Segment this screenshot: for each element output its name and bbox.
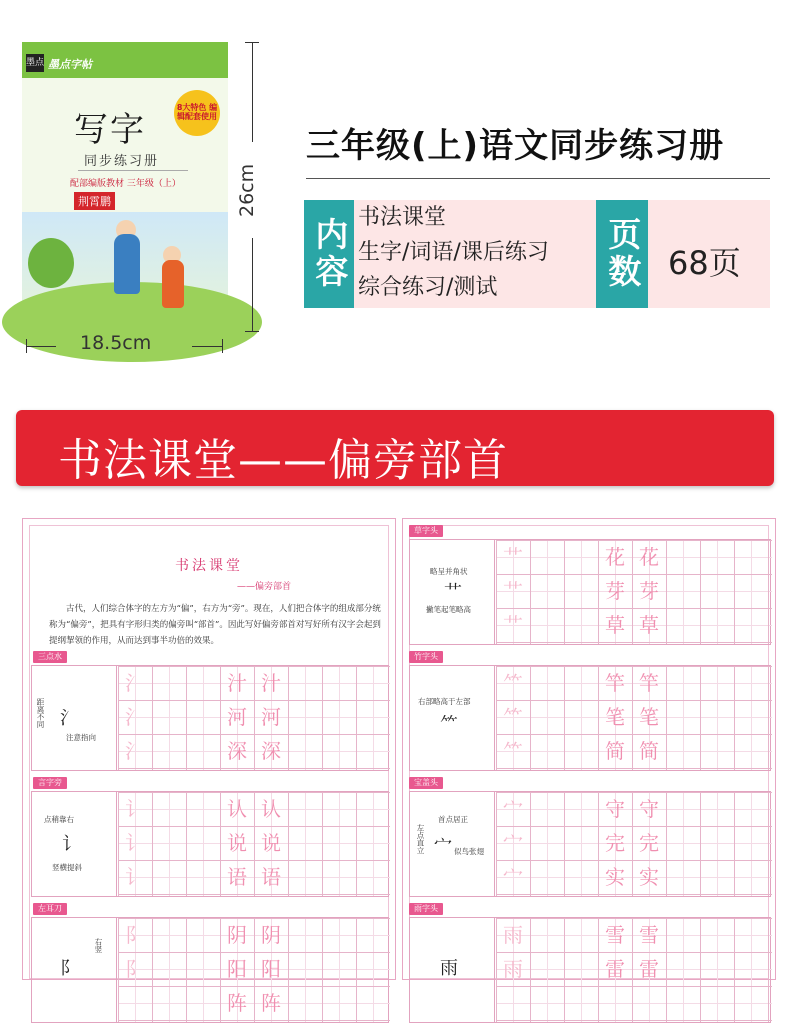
model-char: 草 <box>605 613 625 637</box>
lesson-intro: 古代，人们综合体字的左方为“偏”，右方为“旁”。现在，人们把合体字的组成部分统称为“偏旁”，把具有字形归类的偏旁叫“部首”。因此写好偏旁部首对写好所有汉字会起到提纲挈领的作用，从而达到事半功倍的效果。 <box>49 604 381 646</box>
title-divider <box>306 178 770 179</box>
radical-tag: 宝盖头 <box>409 777 443 789</box>
radical-glyph: 阝 <box>60 958 78 979</box>
model-char: 完 <box>605 831 625 855</box>
hint-cell <box>410 918 495 1022</box>
section-banner-title: 书法课堂——偏旁部首 <box>58 435 508 486</box>
height-line-bottom <box>252 238 253 332</box>
practice-section <box>409 917 771 1023</box>
writing-grid <box>118 792 390 896</box>
trace-char: 艹 <box>503 613 523 637</box>
radical-glyph: ⺮ <box>440 714 458 735</box>
model-char: 雷 <box>605 957 625 981</box>
book-title: 三年级(上)语文同步练习册 <box>306 126 725 166</box>
hint-cell <box>410 666 495 770</box>
model-char: 芽 <box>605 579 625 603</box>
model-char: 阳 <box>227 957 247 981</box>
hint-cell <box>410 540 495 644</box>
trace-char: ⺮ <box>503 705 523 729</box>
radical-tag: 三点水 <box>33 651 67 663</box>
hint-cell <box>410 792 495 896</box>
hint-cell <box>32 918 117 1022</box>
contents-item: 生字/词语/课后练习 <box>358 240 549 265</box>
model-char: 认 <box>227 797 247 821</box>
pages-label <box>596 200 648 308</box>
hint-text: 右部略高于左部 <box>418 697 471 706</box>
feature-badge: 8大特色 编辑配套使用 <box>174 90 220 136</box>
hint-text: 撇笔起笔略高 <box>426 605 471 614</box>
trace-char: 讠 <box>125 865 145 889</box>
model-char: 阵 <box>227 991 247 1015</box>
cover-subtitle: 同步练习册 <box>84 154 160 169</box>
practice-section <box>409 791 771 897</box>
contents-item: 书法课堂 <box>358 205 447 230</box>
hint-text: 点稍靠右 <box>44 815 74 824</box>
model-char: 说 <box>227 831 247 855</box>
trace-char: 宀 <box>503 831 523 855</box>
writing-grid <box>118 666 390 770</box>
cover-child <box>162 260 184 308</box>
model-char: 竿 <box>639 671 659 695</box>
hint-cell <box>32 666 117 770</box>
writing-grid <box>496 540 772 644</box>
model-char: 河 <box>227 705 247 729</box>
trace-char: 氵 <box>125 671 145 695</box>
model-char: 说 <box>261 831 281 855</box>
writing-grid <box>496 792 772 896</box>
model-char: 认 <box>261 797 281 821</box>
model-char: 雪 <box>605 923 625 947</box>
writing-grid <box>496 918 772 1022</box>
pages-label-text: 页数 <box>603 217 643 291</box>
trace-char: 讠 <box>125 831 145 855</box>
trace-char: ⺮ <box>503 671 523 695</box>
width-tick-right <box>222 339 223 353</box>
cover-child <box>114 234 140 294</box>
pages-value: 68页 <box>668 244 741 282</box>
cover-author: 荆霄鹏 <box>74 192 115 210</box>
trace-char: 阝 <box>125 923 145 947</box>
model-char: 语 <box>227 865 247 889</box>
practice-section <box>31 917 389 1023</box>
model-char: 简 <box>605 739 625 763</box>
contents-label <box>304 200 354 308</box>
model-char: 河 <box>261 705 281 729</box>
model-char: 简 <box>639 739 659 763</box>
trace-char: 氵 <box>125 705 145 729</box>
model-char: 深 <box>227 739 247 763</box>
trace-char: 雨 <box>503 923 523 947</box>
trace-char: 艹 <box>503 579 523 603</box>
model-char: 笔 <box>605 705 625 729</box>
hint-cell <box>32 792 117 896</box>
book-cover-image <box>22 42 228 332</box>
model-char: 雪 <box>639 923 659 947</box>
trace-char: ⺮ <box>503 739 523 763</box>
trace-char: 氵 <box>125 739 145 763</box>
height-dimension-label: 26cm <box>236 163 258 217</box>
hint-text: 左点直立 <box>416 824 425 854</box>
practice-page-left <box>22 518 396 1015</box>
hint-text: 右竖 <box>94 938 103 953</box>
contents-list <box>358 200 549 305</box>
cover-divider <box>78 170 188 171</box>
model-char: 花 <box>605 545 625 569</box>
model-char: 芽 <box>639 579 659 603</box>
lesson-subtitle: ——偏旁部首 <box>237 582 292 592</box>
writing-grid <box>118 918 390 1022</box>
model-char: 语 <box>261 865 281 889</box>
model-char: 深 <box>261 739 281 763</box>
cover-edition: 配部编版教材 三年级（上） <box>70 179 181 189</box>
brand-logo: 墨点 <box>26 54 44 72</box>
trace-char: 讠 <box>125 797 145 821</box>
height-line-top <box>252 42 253 142</box>
model-char: 雷 <box>639 957 659 981</box>
model-char: 实 <box>605 865 625 889</box>
practice-section <box>409 665 771 771</box>
radical-glyph: 讠 <box>62 834 80 855</box>
hint-text: 似鸟张翅 <box>454 847 484 856</box>
width-line-right <box>192 346 222 347</box>
writing-grid <box>496 666 772 770</box>
model-char: 阳 <box>261 957 281 981</box>
model-char: 汁 <box>261 671 281 695</box>
practice-section <box>31 791 389 897</box>
model-char: 阴 <box>261 923 281 947</box>
model-char: 完 <box>639 831 659 855</box>
hint-text: 距离不同 <box>36 698 45 728</box>
model-char: 守 <box>605 797 625 821</box>
trace-char: 雨 <box>503 957 523 981</box>
radical-tag: 言字旁 <box>33 777 67 789</box>
model-char: 守 <box>639 797 659 821</box>
trace-char: 宀 <box>503 797 523 821</box>
contents-item: 综合练习/测试 <box>358 275 498 300</box>
model-char: 花 <box>639 545 659 569</box>
model-char: 笔 <box>639 705 659 729</box>
model-char: 阴 <box>227 923 247 947</box>
radical-tag: 雨字头 <box>409 903 443 915</box>
radical-glyph: 氵 <box>60 708 78 729</box>
hint-text: 竖横提斜 <box>52 863 82 872</box>
radical-glyph: 雨 <box>440 958 458 979</box>
cover-tree <box>28 238 74 288</box>
brand-name: 墨点字帖 <box>48 58 92 71</box>
model-char: 实 <box>639 865 659 889</box>
trace-char: 阝 <box>125 957 145 981</box>
radical-tag: 草字头 <box>409 525 443 537</box>
practice-page-right <box>402 518 776 980</box>
width-line-left <box>26 346 56 347</box>
radical-glyph: 艹 <box>444 582 462 603</box>
trace-char: 艹 <box>503 545 523 569</box>
cover-title: 写字 <box>74 110 146 150</box>
model-char: 阵 <box>261 991 281 1015</box>
practice-section <box>409 539 771 645</box>
practice-section <box>31 665 389 771</box>
hint-text: 略呈并角状 <box>430 567 468 576</box>
width-dimension-label: 18.5cm <box>80 332 152 354</box>
contents-label-text: 内容 <box>310 217 350 291</box>
radical-glyph: 宀 <box>434 836 452 857</box>
trace-char: 宀 <box>503 865 523 889</box>
radical-tag: 左耳刀 <box>33 903 67 915</box>
height-tick-bottom <box>245 331 259 332</box>
model-char: 汁 <box>227 671 247 695</box>
hint-text: 首点居正 <box>438 815 468 824</box>
hint-text: 注意指向 <box>66 733 96 742</box>
radical-tag: 竹字头 <box>409 651 443 663</box>
model-char: 竿 <box>605 671 625 695</box>
lesson-title: 书法课堂 <box>175 558 243 574</box>
model-char: 草 <box>639 613 659 637</box>
